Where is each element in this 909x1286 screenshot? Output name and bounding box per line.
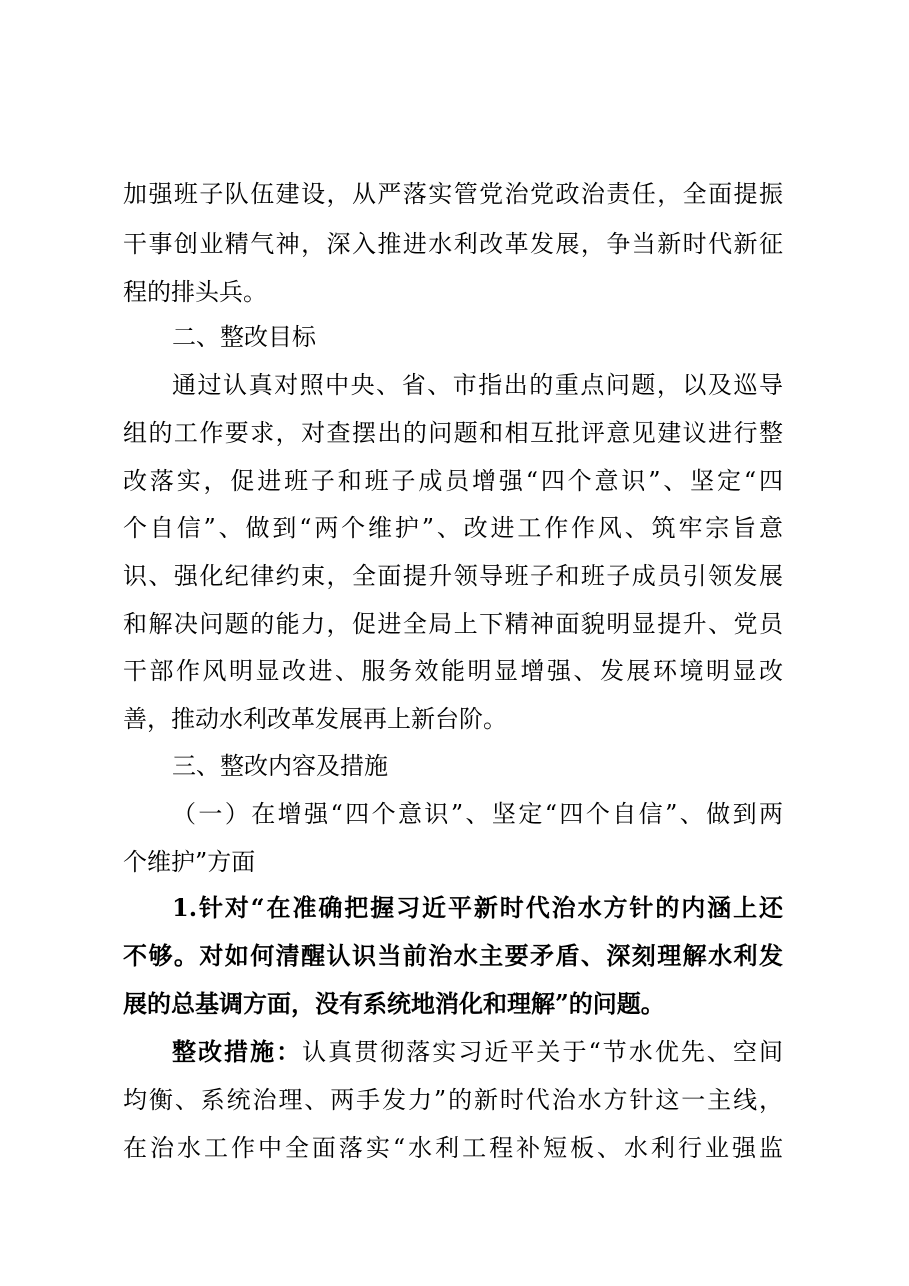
measures-line-3: 在治水工作中全面落实“水利工程补短板、水利行业强监 bbox=[123, 1134, 783, 1162]
section-heading-2: 二、整改目标 bbox=[172, 323, 316, 351]
paragraph-2-line-5: 识、强化纪律约束，全面提升领导班子和班子成员引领发展 bbox=[123, 562, 783, 590]
paragraph-2-line-7: 干部作风明显改进、服务效能明显增强、发展环境明显改 bbox=[123, 657, 783, 685]
subsection-1-line-1: （一）在增强“四个意识”、坚定“四个自信”、做到两 bbox=[172, 800, 783, 828]
paragraph-1-line-2: 干事创业精气神，深入推进水利改革发展，争当新时代新征 bbox=[123, 230, 783, 258]
paragraph-2-line-6: 和解决问题的能力，促进全局上下精神面貌明显提升、党员 bbox=[123, 610, 783, 638]
paragraph-2-line-4: 个自信”、做到“两个维护”、改进工作作风、筑牢宗旨意 bbox=[123, 514, 783, 542]
item-1-line-1: 1.针对“在准确把握习近平新时代治水方针的内涵上还 bbox=[172, 893, 783, 922]
measures-line-1 bbox=[172, 1030, 783, 1074]
subsection-1-line-2: 个维护”方面 bbox=[123, 848, 256, 876]
measures-line-1-text: 认真贯彻落实习近平关于“节水优先、空间 bbox=[302, 1038, 783, 1066]
item-1-line-2: 不够。对如何清醒认识当前治水主要矛盾、深刻理解水利发 bbox=[123, 941, 783, 970]
paragraph-2-line-3: 改落实，促进班子和班子成员增强“四个意识”、坚定“四 bbox=[123, 467, 783, 495]
item-1-line-3: 展的总基调方面，没有系统地消化和理解”的问题。 bbox=[123, 989, 665, 1018]
paragraph-1-line-3: 程的排头兵。 bbox=[123, 278, 267, 306]
paragraph-1-line-1: 加强班子队伍建设，从严落实管党治党政治责任，全面提振 bbox=[123, 180, 783, 208]
measures-label: 整改措施： bbox=[172, 1037, 303, 1066]
measures-line-2: 均衡、系统治理、两手发力”的新时代治水方针这一主线， bbox=[123, 1086, 783, 1114]
paragraph-2-line-1: 通过认真对照中央、省、市指出的重点问题，以及巡导 bbox=[172, 371, 783, 399]
section-heading-3: 三、整改内容及措施 bbox=[172, 752, 388, 780]
paragraph-2-line-8: 善，推动水利改革发展再上新台阶。 bbox=[123, 705, 507, 733]
paragraph-2-line-2: 组的工作要求，对查摆出的问题和相互批评意见建议进行整 bbox=[123, 419, 783, 447]
